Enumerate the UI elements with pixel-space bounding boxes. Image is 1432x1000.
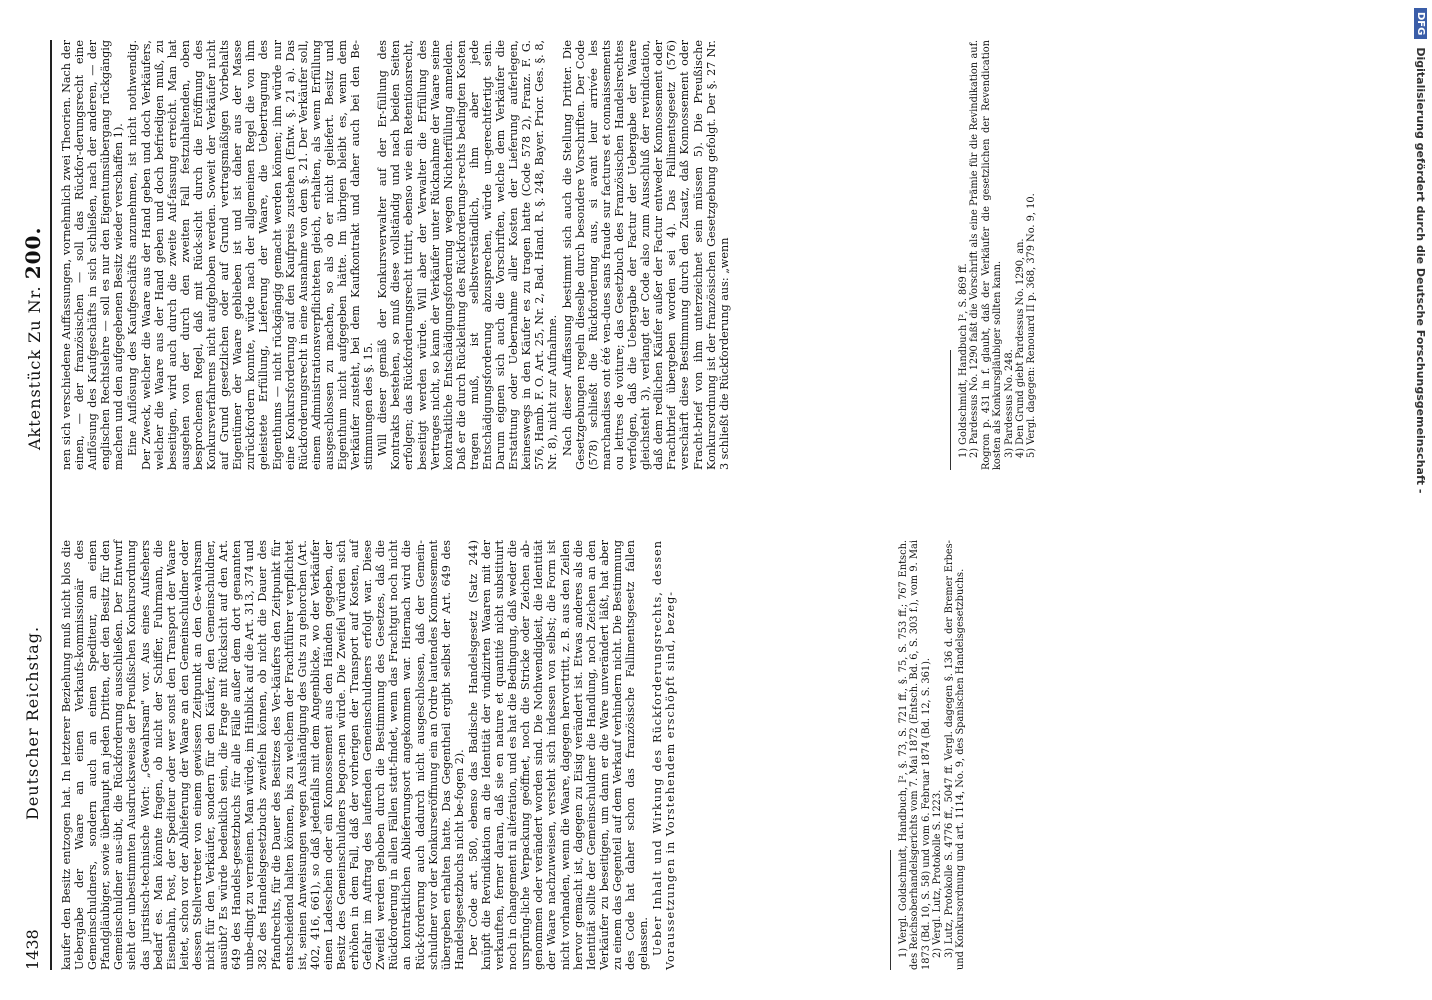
running-head <box>18 30 48 970</box>
right-paragraph: nen sich verschiedene Auffassungen, vornehmlich zwei Theorien. Nach der einen, — der französischen — soll das Rückfor-derungsrecht eine Auflösung des Kaufgeschäfts in sich schließen, nach der anderen, — der englischen Rechtslehre — soll es nur den Eigentumsübergang rückgängig machen und den aufgegebenen Besitz wieder verschaffen 1). <box>60 40 126 470</box>
left-footnote-rule <box>890 850 891 970</box>
footnote: 1) Goldschmidt, Handbuch I², S. 869 ff. <box>958 263 969 458</box>
dfg-logo: DFG <box>1415 8 1428 39</box>
page-number: 1438 <box>23 929 42 970</box>
footnote: 2) Vergl. Lutz, Protokolle S. 1223. <box>932 789 944 958</box>
running-head-left-title: Deutscher Reichstag. <box>23 625 42 820</box>
dfg-notice-text: Digitalisierung gefördert durch die Deutsche Forschungsgemeinschaft - <box>1414 47 1428 494</box>
left-paragraph: kaufer den Besitz entzogen hat. In letzterer Beziehung muß nicht blos die Uebergabe der Waare an einen Verkaufs-kommissionär des Gemeinschuldners, sondern auch an einen Spediteur, an einen Pfandgläubiger, sowie überhaupt an jeden Dritten, der den Besitz für den Gemeinschuldner aus-übt, die Rückforderung ausschließen. Der Entwurf sieht der unbestimmten Ausdrucksweise der Preußischen Konkursordnung das juristisch-technische Wort: „Gewahrsam" vor. Aus eines Aufsehers bedarf es. Man könnte fragen, ob nicht der Schiffer, Fuhrmann, die Eisenbahn, Post, der Spediteur oder wer sonst den Transport der Waare leitet, schon vor der Ablieferung der Waare an den Gemeinschuldner oder dessen Stellvertreter von einem gewissen Zeitpunkt an den Ge-wahrsam nicht für den Verkäufer, sondern für den Käufer, den Gemeinschuldner, ausübt? Es würde bedenklich sein, die Frage mit Rücksicht auf den Art. 649 des Handels-gesetzbuchs für alle Fälle außer dem dort genannten unbe-dingt zu verneinen. Man würde, im Hinblick auf die Art. 313, 374 und 382 des Handelsgesetzbuchs zweifeln können, ob nicht die Dauer des Pfandrechts, für die Dauer des Besitzes des Ver-käufers den Zeitpunkt für entscheidend halten können, bis zu welchem der Frachtführer verpflichtet ist, seinen Anweisungen wegen Aushändigung des Guts zu gehorchen (Art. 402, 416, 661), so daß jedenfalls mit dem Angenblicke, wo der Verkäufer einen Ladeschein oder ein Konnossement aus den Händen gegeben, der Besitz des Gemeinschuldners begon-nen würde. Die Zweifel würden sich erhöhen in dem Fall, daß der vorherigen der Transport auf Kosten, auf Gefahr im Auftrag des laufenden Gemeinschuldners erfolgt war. Diese Zweifel werden gehoben durch die Bestimmung des Gesetzes, daß die Rückforderung in allen Fällen statt-findet, wenn das Frachtgut noch nicht an kontraktlichen Ablieferungsort angekommen war. Hiernach wird die Rück-forderung auch dadurch nicht ausgeschlossen, daß der Gemein-schuldner vor der Konkurseröffnung ein an Ordre lautendes Konnossement übergeben erhalten hatte. Das Gegentheil ergibt selbst der Art. 649 des Handelsgesetzbuchs nicht be-fogen 2). <box>60 540 466 970</box>
footnote: 3) Pardessus No. 248. <box>1003 349 1015 458</box>
dfg-notice-rotated <box>1410 0 1432 1000</box>
right-paragraph: Will dieser gemäß der Konkursverwalter auf der Er-füllung des Kontrakts bestehen, so muß diese vollständig und nach beiden Seiten erfolgen; das Rückforderungsrecht tritirt, ebenso wie ein Retentionsrecht, beseitigt werden würde. Will aber der Verwalter die Erfüllung des Vertrages nicht, so kann der Verkäufer unter Rücknahme der Waare seine kontraktliche Entschädigungsforderung wegen Nichterfüllung anmelden. Daß er die durch Rückleitung des Rückforderungs-rechts bedingten Kosten tragen muß, ist selbstverständlich, ihm aber jede Entschädigungsforderung abzusprechen, würde un-gerechtfertigt sein. Darum eignen sich auch die Vorschriften, welche dem Verkäufer die Erstattung oder Uebernahme aller Kosten der Lieferung auferlegen, keineswegs in den Käufer es zu tragen hatte (Code 578 2), Franz. F. G. 576, Hamb. F. O. Art. 25, Nr. 2, Bad. Hand. R. §. 248, Bayer. Prior. Ges. §. 8, Nr. 8), nicht zur Aufnahme. <box>376 40 560 470</box>
footnote: 5) Vergl. dagegen: Renouard II p. 368, 379 No. 9, 10. <box>1026 193 1038 458</box>
left-paragraph: Ueber Inhalt und Wirkung des Rückforderungsrechts, dessen Voraussetzungen in Vorstehendem erschöpft sind, bezeg- <box>651 540 678 970</box>
running-head-right-title <box>18 227 50 450</box>
footnote: 2) Pardessus No. 1290 faßt die Vorschrift als eine Prämie für die Revindikation auf. Rogron p. 431 in f. glaubt, daß der Verkäufer die gesetzlichen der Revendication kosten als Konkursgläubiger sollten kann. <box>969 40 1004 470</box>
right-footnotes <box>958 40 1038 470</box>
header-rule <box>50 40 52 970</box>
left-paragraph: Der Code art. 580, ebenso das Badische Handelsgesetz (Satz 244) knüpft die Revindikation an die Identität der vindizirten Waaren mit der verkauften, ferner daran, daß sie en nature et quantité nicht substituirt noch in changement ni altération, und es hat die Bedingung, daß weder die ursprüng-liche Verpackung geöffnet, noch die Stricke oder Zeichen ab-genommen oder verändert worden sind. Die Nothwendigkeit, die Identität der Waare nachzuweisen, versteht sich indessen von selbst; die Form ist nicht vorhanden, wenn die Waare, dagegen hervortritt, z. B. aus den Zeilen hervor gemacht ist, dagegen zu Eisig verändert ist. Etwas anderes als die Identität sollte der Gemeinschuldner die Handlung, noch Zeichen an den Verkäufer zu beseitigen, um dann er die Ware unverändert läßt, hat aber zu einem das Gegenteil auf dem Verkauf verhindern nicht. Die Bestimmung des Code hat daher schon das französische Fallimentsgesetz fallen gelassen. <box>466 540 651 970</box>
left-footnotes <box>898 540 966 970</box>
right-paragraph: Eine Auflösung des Kaufgeschäfts anzunehmen, ist nicht nothwendig. Der Zweck, welcher die Waare aus der Hand geben und doch Verkäufers, welcher die Waare aus der Hand geben und doch befriedigen muß, zu beseitigen, wird auch durch die zweite Auf-fassung erreicht. Man hat ausgehen von der durch den zweiten Fall festzuhaltenden, oben besprochenen Regel, daß mit Rück-sicht durch die Eröffnung des Konkursverfahrens nicht aufgehoben werden. Soweit der Verkäufer nicht auf Grund gesetzlichen oder auf Grund vertragsmäßigen Vorbehalts Eigentümer der Waare geblieben ist und ist daher aus der Masse zurückfordern konnte, würde nach der allgemeinen Regel die von ihm geleistete Erfüllung, Lieferung der Waare, die Uebertragung des Eigenthums — nicht rückgängig gemacht werden können; ihm würde nur eine Konkursforderung auf den Kaufpreis zustehen (Entw. §. 21 a). Das Rückforderungsrecht in eine Ausnahme von dem §. 21. Der Verkäufer soll, einem Administrationsverpflichteten gleich, erhalten, als wenn Erfüllung ausgeschlossen zu machen, so als ob er nicht geliefert. Besitz und Eigenthum nicht aufgegeben hätte. Im übrigen bleibt es, wenn dem Verkäufer zusteht, bei dem Kaufkontrakt und daher auch bei den Be-stimmungen des §. 15. <box>126 40 376 470</box>
dfg-notice <box>1410 0 1432 1000</box>
footnote: 3) Lutz, Protokolle S. 4776 ff., 5047 ff. Vergl. dagegen §. 136 d. der Bremer Erbes- und Konkursordnung und art. 1114, No. 9, des Spanischen Handelsgesetzbuchs. <box>943 540 967 970</box>
right-title-number: 200. <box>21 226 45 280</box>
right-paragraph: Nach dieser Auffassung bestimmt sich auch die Stellung Dritter. Die Gesetzgebungen regeln dieselbe durch besondere Vorschriften. Der Code (578) schließt die Rückforderung aus, si avant leur arrivée les marchandises ont été ven-dues sans fraude sur factures et connaissements ou lettres de voiture; das Gesetzbuch des Französischen Handelsrechtes verfolgen, daß die Uebergabe der Factur der Uebergabe der Waare gleichsteht 3), verlangt der Code also zum Ausschluß der revindication, daß dem redlichen Käufer außer der Factur entweder Konnossement oder Frachtbrief übergeben worden sei 4). Das Fallimentsgesetz (576) verschärft diese Bestimmung durch den Zusatz, daß Konnossement oder Fracht-brief von ihm unterzeichnet sein müssen 5). Die Preußische Konkursordnung ist der französischen Gesetzgebung gefolgt. Der §. 27 Nr. 3 schließt die Rückforderung aus: „wenn <box>560 40 731 470</box>
right-title-prefix: Aktenstück Zu Nr. <box>25 285 44 450</box>
right-footnote-rule <box>950 350 951 470</box>
right-text-column <box>60 40 732 470</box>
footnote: 4) Den Grund giebt Pardessus No. 1290, an. <box>1015 238 1027 458</box>
footnote: 1) Vergl. Goldschmidt, Handbuch, I², §. 73, S. 721 ff., §. 75, S. 753 ff.; 767 Entsch. des Reichsoberhandelsgerichts vom 7. Mai 1872 (Entsch. Bd. 6, S. 303 f.), vom 9. Mai 1873 (Bd. 10, S. 58) und vom 6. Februar 1874 (Bd. 12, S. 361). <box>898 540 932 970</box>
left-text-column <box>60 540 678 970</box>
